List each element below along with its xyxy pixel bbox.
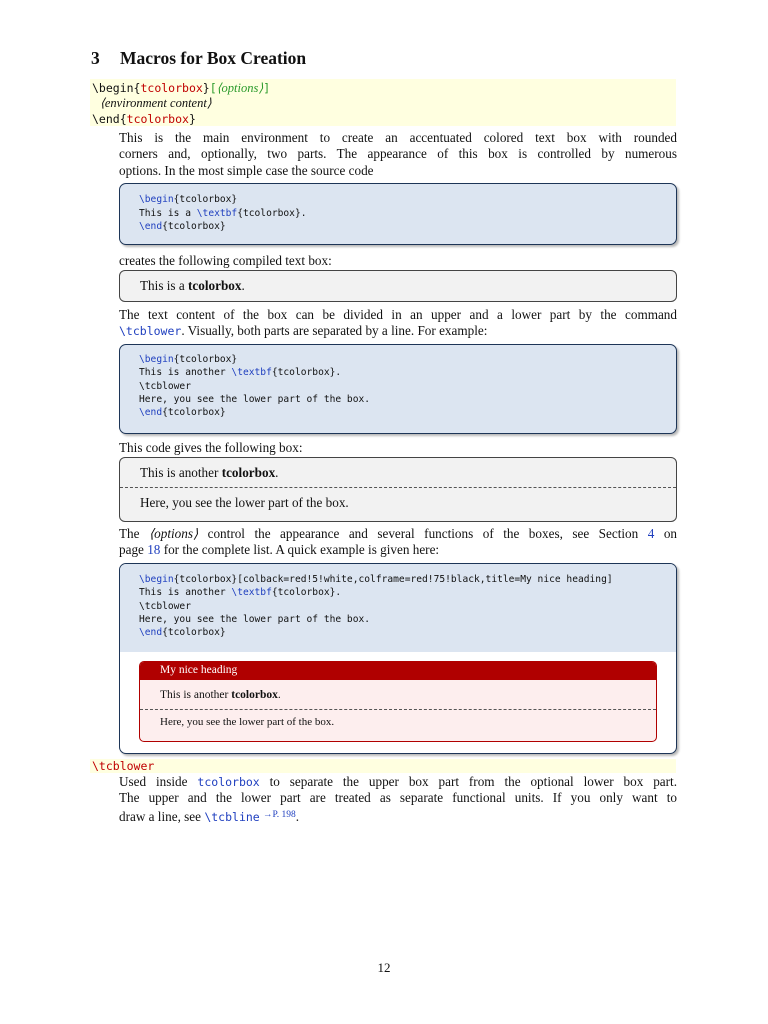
code-box-simple bbox=[119, 183, 677, 245]
section-link[interactable]: 4 bbox=[647, 526, 655, 541]
code-box-two-parts bbox=[119, 344, 677, 434]
code-line: \end{tcolorbox} bbox=[139, 221, 226, 232]
tcblower-command: \tcblower bbox=[92, 759, 155, 773]
output-lower-text: Here, you see the lower part of the box. bbox=[140, 495, 349, 510]
page-link[interactable]: 18 bbox=[147, 542, 161, 558]
env-options: ⟨options⟩ bbox=[216, 81, 264, 95]
output-upper-text: This is another tcolorbox. bbox=[140, 465, 279, 480]
env-name: tcolorbox bbox=[140, 81, 203, 95]
red-output-box bbox=[139, 661, 657, 742]
section-title: Macros for Box Creation bbox=[120, 48, 307, 68]
creates-text: creates the following compiled text box: bbox=[119, 253, 332, 268]
divider-line bbox=[120, 487, 676, 488]
page-number: 12 bbox=[377, 960, 391, 975]
output-box-simple bbox=[119, 270, 677, 302]
tcblower-link[interactable]: \tcblower bbox=[119, 324, 182, 339]
code-line: \end{tcolorbox} bbox=[139, 407, 226, 418]
code-line: This is another \textbf{tcolorbox}. bbox=[139, 587, 342, 598]
code-line: \tcblower bbox=[139, 601, 191, 612]
tcbline-link[interactable]: \tcbline bbox=[204, 809, 260, 824]
tcblower-description: Used inside tcolorbox to separate the upper box part from the optional lower box part. The upper and the lower part are treated as separate functional units. If you only want to draw a line, see \tcbline $^{\to P. 198}$. bbox=[119, 774, 678, 824]
page-ref-link[interactable]: →P. 198 bbox=[263, 809, 296, 820]
code-line: \tcblower bbox=[139, 381, 191, 392]
code-line: This is a \textbf{tcolorbox}. bbox=[139, 208, 307, 219]
code-line: Here, you see the lower part of the box. bbox=[139, 394, 371, 405]
output-upper-text: This is another tcolorbox. bbox=[160, 689, 281, 701]
tcblower-signature-box bbox=[90, 759, 676, 773]
intro-paragraph: This is the main environment to create an accentuated colored text box with rounded corners and, optionally, two parts. The appearance of this box is controlled by numerous options. In the most simple case the source code bbox=[119, 130, 677, 178]
gives-text: This code gives the following box: bbox=[119, 440, 303, 455]
env-content-line: ⟨environment content⟩ bbox=[100, 96, 212, 110]
output-lower-text: Here, you see the lower part of the box. bbox=[160, 716, 335, 728]
options-paragraph: The ⟨options⟩ control the appearance and several functions of the boxes, see Section 4 on page 18 for the complete list. A quick example is given here: bbox=[119, 526, 678, 558]
lower-part-paragraph: The text content of the box can be divided in an upper and a lower part by the command \tcblower. Visually, both parts are separated by a line. For example: bbox=[119, 307, 677, 339]
env-end-line: \end{tcolorbox} bbox=[92, 112, 196, 126]
code-line: This is another \textbf{tcolorbox}. bbox=[139, 367, 342, 378]
code-line: \begin{tcolorbox} bbox=[139, 354, 238, 365]
env-begin-line: \begin{tcolorbox}[⟨options⟩] bbox=[92, 81, 271, 95]
section-heading bbox=[91, 48, 306, 69]
tcolorbox-link[interactable]: tcolorbox bbox=[197, 775, 260, 789]
code-line: \begin{tcolorbox}[colback=red!5!white,colframe=red!75!black,title=My nice heading] bbox=[139, 574, 613, 585]
output-text: This is a tcolorbox. bbox=[140, 278, 245, 293]
output-box-two-parts bbox=[119, 457, 677, 522]
divider-line bbox=[140, 709, 656, 710]
section-number: 3 bbox=[91, 48, 100, 68]
code-line: Here, you see the lower part of the box. bbox=[139, 614, 371, 625]
box-title: My nice heading bbox=[140, 662, 656, 680]
code-line: \end{tcolorbox} bbox=[139, 627, 226, 638]
code-line: \begin{tcolorbox} bbox=[139, 194, 238, 205]
